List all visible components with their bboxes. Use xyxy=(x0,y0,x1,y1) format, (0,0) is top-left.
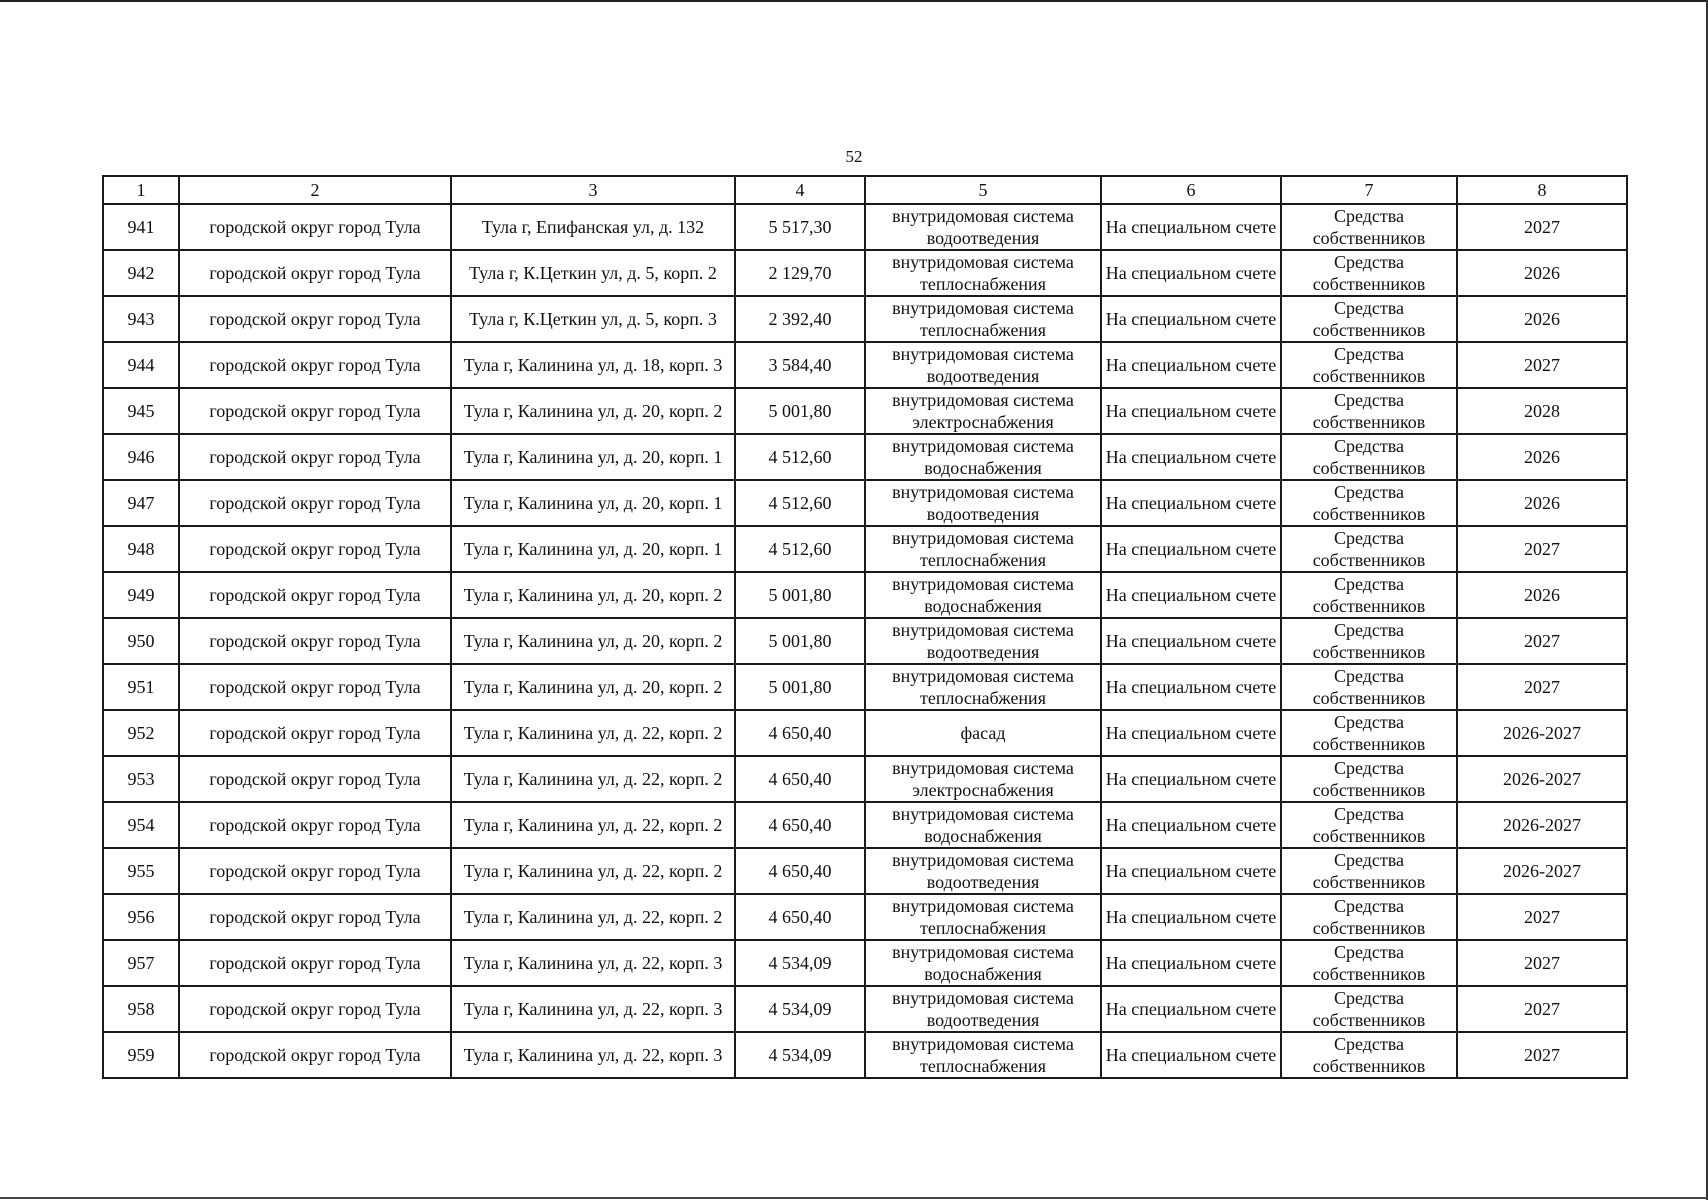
cell-row-number: 950 xyxy=(103,618,179,664)
cell-address: Тула г, Калинина ул, д. 22, корп. 3 xyxy=(451,940,735,986)
cell-period: 2026 xyxy=(1457,296,1627,342)
cell-funding-source: Средства собственников xyxy=(1281,710,1457,756)
cell-address: Тула г, К.Цеткин ул, д. 5, корп. 2 xyxy=(451,250,735,296)
cell-work-type: внутридомовая система теплоснабжения xyxy=(865,526,1101,572)
cell-fund-method: На специальном счете xyxy=(1101,802,1281,848)
cell-municipality: городской округ город Тула xyxy=(179,986,451,1032)
table-body xyxy=(103,204,1627,1078)
cell-area: 4 512,60 xyxy=(735,434,865,480)
cell-funding-source: Средства собственников xyxy=(1281,1032,1457,1078)
cell-municipality: городской округ город Тула xyxy=(179,802,451,848)
cell-funding-source: Средства собственников xyxy=(1281,664,1457,710)
column-header-5: 5 xyxy=(865,176,1101,204)
cell-period: 2026 xyxy=(1457,480,1627,526)
table-row xyxy=(103,618,1627,664)
cell-area: 5 001,80 xyxy=(735,664,865,710)
cell-funding-source: Средства собственников xyxy=(1281,250,1457,296)
cell-municipality: городской округ город Тула xyxy=(179,204,451,250)
cell-period: 2027 xyxy=(1457,986,1627,1032)
cell-funding-source: Средства собственников xyxy=(1281,572,1457,618)
cell-funding-source: Средства собственников xyxy=(1281,940,1457,986)
table-row xyxy=(103,756,1627,802)
cell-address: Тула г, Калинина ул, д. 20, корп. 2 xyxy=(451,664,735,710)
table-row xyxy=(103,664,1627,710)
cell-work-type: внутридомовая система водоотведения xyxy=(865,342,1101,388)
cell-row-number: 957 xyxy=(103,940,179,986)
cell-fund-method: На специальном счете xyxy=(1101,250,1281,296)
table-row xyxy=(103,802,1627,848)
cell-municipality: городской округ город Тула xyxy=(179,480,451,526)
cell-area: 4 512,60 xyxy=(735,526,865,572)
column-header-6: 6 xyxy=(1101,176,1281,204)
cell-work-type: фасад xyxy=(865,710,1101,756)
cell-address: Тула г, Калинина ул, д. 22, корп. 3 xyxy=(451,986,735,1032)
cell-area: 5 001,80 xyxy=(735,618,865,664)
cell-address: Тула г, Калинина ул, д. 20, корп. 1 xyxy=(451,434,735,480)
cell-work-type: внутридомовая система водоснабжения xyxy=(865,434,1101,480)
table-header xyxy=(103,176,1627,204)
cell-period: 2027 xyxy=(1457,342,1627,388)
cell-period: 2026 xyxy=(1457,250,1627,296)
cell-fund-method: На специальном счете xyxy=(1101,572,1281,618)
cell-period: 2028 xyxy=(1457,388,1627,434)
cell-work-type: внутридомовая система теплоснабжения xyxy=(865,1032,1101,1078)
cell-row-number: 953 xyxy=(103,756,179,802)
cell-work-type: внутридомовая система водоотведения xyxy=(865,986,1101,1032)
scan-edge-top xyxy=(0,0,1708,2)
cell-period: 2026-2027 xyxy=(1457,756,1627,802)
cell-row-number: 949 xyxy=(103,572,179,618)
cell-fund-method: На специальном счете xyxy=(1101,342,1281,388)
cell-work-type: внутридомовая система электроснабжения xyxy=(865,388,1101,434)
cell-period: 2026 xyxy=(1457,572,1627,618)
cell-row-number: 945 xyxy=(103,388,179,434)
cell-funding-source: Средства собственников xyxy=(1281,480,1457,526)
cell-municipality: городской округ город Тула xyxy=(179,940,451,986)
cell-funding-source: Средства собственников xyxy=(1281,618,1457,664)
cell-fund-method: На специальном счете xyxy=(1101,1032,1281,1078)
cell-funding-source: Средства собственников xyxy=(1281,802,1457,848)
cell-area: 3 584,40 xyxy=(735,342,865,388)
cell-row-number: 941 xyxy=(103,204,179,250)
cell-work-type: внутридомовая система теплоснабжения xyxy=(865,296,1101,342)
cell-area: 4 650,40 xyxy=(735,848,865,894)
cell-work-type: внутридомовая система теплоснабжения xyxy=(865,250,1101,296)
cell-fund-method: На специальном счете xyxy=(1101,710,1281,756)
table-row xyxy=(103,480,1627,526)
cell-fund-method: На специальном счете xyxy=(1101,204,1281,250)
table-row xyxy=(103,388,1627,434)
cell-period: 2027 xyxy=(1457,618,1627,664)
cell-address: Тула г, Калинина ул, д. 20, корп. 2 xyxy=(451,618,735,664)
cell-period: 2027 xyxy=(1457,204,1627,250)
cell-municipality: городской округ город Тула xyxy=(179,894,451,940)
cell-fund-method: На специальном счете xyxy=(1101,894,1281,940)
cell-municipality: городской округ город Тула xyxy=(179,664,451,710)
cell-municipality: городской округ город Тула xyxy=(179,342,451,388)
cell-row-number: 946 xyxy=(103,434,179,480)
table-row xyxy=(103,710,1627,756)
cell-work-type: внутридомовая система водоснабжения xyxy=(865,940,1101,986)
cell-area: 4 534,09 xyxy=(735,986,865,1032)
cell-row-number: 948 xyxy=(103,526,179,572)
cell-fund-method: На специальном счете xyxy=(1101,618,1281,664)
cell-row-number: 955 xyxy=(103,848,179,894)
cell-row-number: 944 xyxy=(103,342,179,388)
scan-edge-bottom xyxy=(0,1197,1708,1199)
cell-funding-source: Средства собственников xyxy=(1281,296,1457,342)
cell-area: 4 534,09 xyxy=(735,940,865,986)
cell-row-number: 947 xyxy=(103,480,179,526)
table-row xyxy=(103,1032,1627,1078)
cell-work-type: внутридомовая система водоотведения xyxy=(865,848,1101,894)
cell-area: 5 517,30 xyxy=(735,204,865,250)
cell-period: 2027 xyxy=(1457,1032,1627,1078)
page-number: 52 xyxy=(845,147,863,166)
cell-fund-method: На специальном счете xyxy=(1101,480,1281,526)
cell-work-type: внутридомовая система водоотведения xyxy=(865,618,1101,664)
cell-row-number: 943 xyxy=(103,296,179,342)
cell-municipality: городской округ город Тула xyxy=(179,710,451,756)
column-header-3: 3 xyxy=(451,176,735,204)
cell-work-type: внутридомовая система водоснабжения xyxy=(865,572,1101,618)
cell-fund-method: На специальном счете xyxy=(1101,434,1281,480)
cell-funding-source: Средства собственников xyxy=(1281,894,1457,940)
cell-period: 2026 xyxy=(1457,434,1627,480)
cell-fund-method: На специальном счете xyxy=(1101,756,1281,802)
cell-fund-method: На специальном счете xyxy=(1101,848,1281,894)
table-row xyxy=(103,204,1627,250)
cell-address: Тула г, Калинина ул, д. 20, корп. 1 xyxy=(451,480,735,526)
cell-funding-source: Средства собственников xyxy=(1281,848,1457,894)
cell-area: 2 392,40 xyxy=(735,296,865,342)
cell-municipality: городской округ город Тула xyxy=(179,250,451,296)
cell-area: 5 001,80 xyxy=(735,388,865,434)
cell-municipality: городской округ город Тула xyxy=(179,434,451,480)
cell-address: Тула г, Калинина ул, д. 22, корп. 3 xyxy=(451,1032,735,1078)
cell-address: Тула г, Калинина ул, д. 22, корп. 2 xyxy=(451,894,735,940)
cell-fund-method: На специальном счете xyxy=(1101,388,1281,434)
cell-period: 2026-2027 xyxy=(1457,802,1627,848)
table-row xyxy=(103,894,1627,940)
cell-period: 2027 xyxy=(1457,940,1627,986)
column-header-1: 1 xyxy=(103,176,179,204)
cell-area: 5 001,80 xyxy=(735,572,865,618)
table-row xyxy=(103,526,1627,572)
cell-row-number: 958 xyxy=(103,986,179,1032)
cell-address: Тула г, Калинина ул, д. 22, корп. 2 xyxy=(451,710,735,756)
cell-funding-source: Средства собственников xyxy=(1281,342,1457,388)
table-row xyxy=(103,940,1627,986)
cell-address: Тула г, Епифанская ул, д. 132 xyxy=(451,204,735,250)
cell-area: 4 534,09 xyxy=(735,1032,865,1078)
table-row xyxy=(103,342,1627,388)
cell-work-type: внутридомовая система теплоснабжения xyxy=(865,894,1101,940)
table-row xyxy=(103,296,1627,342)
cell-row-number: 959 xyxy=(103,1032,179,1078)
cell-municipality: городской округ город Тула xyxy=(179,572,451,618)
cell-municipality: городской округ город Тула xyxy=(179,1032,451,1078)
cell-area: 4 650,40 xyxy=(735,894,865,940)
table-row xyxy=(103,848,1627,894)
cell-municipality: городской округ город Тула xyxy=(179,848,451,894)
cell-row-number: 942 xyxy=(103,250,179,296)
table-row xyxy=(103,572,1627,618)
cell-fund-method: На специальном счете xyxy=(1101,986,1281,1032)
table-row xyxy=(103,986,1627,1032)
cell-work-type: внутридомовая система электроснабжения xyxy=(865,756,1101,802)
column-header-7: 7 xyxy=(1281,176,1457,204)
cell-funding-source: Средства собственников xyxy=(1281,526,1457,572)
cell-area: 2 129,70 xyxy=(735,250,865,296)
registry-table xyxy=(102,175,1628,1079)
table-row xyxy=(103,250,1627,296)
cell-row-number: 952 xyxy=(103,710,179,756)
cell-fund-method: На специальном счете xyxy=(1101,664,1281,710)
cell-address: Тула г, Калинина ул, д. 20, корп. 2 xyxy=(451,572,735,618)
cell-fund-method: На специальном счете xyxy=(1101,940,1281,986)
cell-area: 4 650,40 xyxy=(735,756,865,802)
cell-address: Тула г, К.Цеткин ул, д. 5, корп. 3 xyxy=(451,296,735,342)
cell-row-number: 951 xyxy=(103,664,179,710)
cell-work-type: внутридомовая система теплоснабжения xyxy=(865,664,1101,710)
cell-period: 2027 xyxy=(1457,664,1627,710)
cell-funding-source: Средства собственников xyxy=(1281,204,1457,250)
cell-area: 4 512,60 xyxy=(735,480,865,526)
header-row xyxy=(103,176,1627,204)
cell-period: 2026-2027 xyxy=(1457,848,1627,894)
cell-area: 4 650,40 xyxy=(735,710,865,756)
cell-row-number: 954 xyxy=(103,802,179,848)
cell-work-type: внутридомовая система водоотведения xyxy=(865,480,1101,526)
cell-municipality: городской округ город Тула xyxy=(179,296,451,342)
cell-address: Тула г, Калинина ул, д. 22, корп. 2 xyxy=(451,848,735,894)
cell-period: 2027 xyxy=(1457,526,1627,572)
cell-municipality: городской округ город Тула xyxy=(179,526,451,572)
cell-municipality: городской округ город Тула xyxy=(179,618,451,664)
column-header-2: 2 xyxy=(179,176,451,204)
cell-funding-source: Средства собственников xyxy=(1281,388,1457,434)
cell-funding-source: Средства собственников xyxy=(1281,756,1457,802)
cell-municipality: городской округ город Тула xyxy=(179,756,451,802)
cell-funding-source: Средства собственников xyxy=(1281,986,1457,1032)
cell-period: 2027 xyxy=(1457,894,1627,940)
cell-address: Тула г, Калинина ул, д. 20, корп. 2 xyxy=(451,388,735,434)
cell-area: 4 650,40 xyxy=(735,802,865,848)
column-header-4: 4 xyxy=(735,176,865,204)
cell-address: Тула г, Калинина ул, д. 18, корп. 3 xyxy=(451,342,735,388)
cell-row-number: 956 xyxy=(103,894,179,940)
cell-address: Тула г, Калинина ул, д. 22, корп. 2 xyxy=(451,756,735,802)
cell-funding-source: Средства собственников xyxy=(1281,434,1457,480)
cell-work-type: внутридомовая система водоотведения xyxy=(865,204,1101,250)
cell-work-type: внутридомовая система водоснабжения xyxy=(865,802,1101,848)
cell-period: 2026-2027 xyxy=(1457,710,1627,756)
cell-fund-method: На специальном счете xyxy=(1101,296,1281,342)
cell-fund-method: На специальном счете xyxy=(1101,526,1281,572)
table-row xyxy=(103,434,1627,480)
cell-municipality: городской округ город Тула xyxy=(179,388,451,434)
cell-address: Тула г, Калинина ул, д. 20, корп. 1 xyxy=(451,526,735,572)
cell-address: Тула г, Калинина ул, д. 22, корп. 2 xyxy=(451,802,735,848)
column-header-8: 8 xyxy=(1457,176,1627,204)
